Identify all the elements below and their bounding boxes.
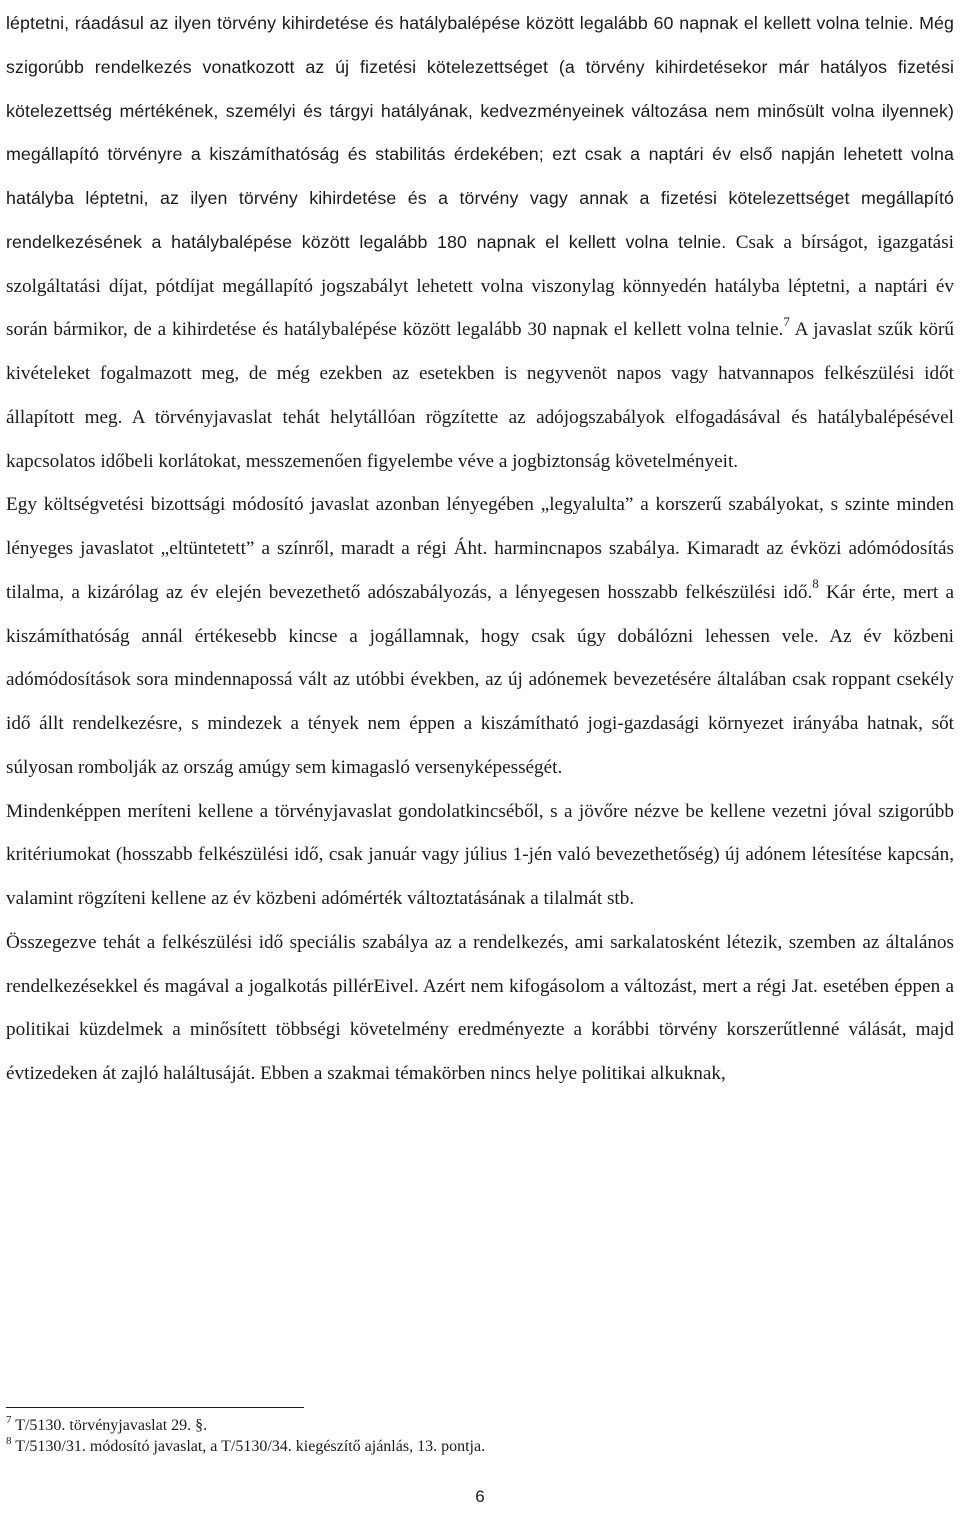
paragraph-1-sentence-2: Csak a bírságot, igazgatási szolgáltatási díjat, pótdíjat megállapító jogszabályt lehetett volna viszonylag könnyedén hatályba léptetni, a naptári év során bármikor, de a kihirdetése és hatálybalépése között legalább 30 napnak el kellett volna telnie. (6, 231, 954, 341)
paragraph-2 (6, 483, 954, 789)
footnote-text: T/5130. törvényjavaslat 29. §. (11, 1417, 208, 1434)
paragraph-4: Összegezve tehát a felkészülési idő speciális szabálya az a rendelkezés, ami sarkalatosként létezik, szemben az általános rendelkezésekkel és magával a jogalkotás pillérEivel. Azért nem kifogásolom a változást, mert a régi Jat. esetében éppen a politikai küzdelmek a minősített többségi követelmény eredményezte a korábbi törvény korszerűtlenné válását, majd évtizedeken át zajló haláltusáját. Ebben a szakmai témakörben nincs helye politikai alkuknak, (6, 931, 954, 1084)
paragraph-1-sentence-1: léptetni, ráadásul az ilyen törvény kihirdetése és hatálybalépése között legalább 60 napnak el kellett volna telnie. Még szigorúbb rendelkezés vonatkozott az új fizetési kötelezettséget (a törvény kihirdetésekor már hatályos fizetési kötelezettség mértékének, személyi és tárgyi hatályának, kedvezményeinek változása nem minősült volna ilyennek) megállapító törvényre a kiszámíthatóság és stabilitás érdekében; ezt csak a naptári év első napján lehetett volna hatályba léptetni, az ilyen törvény kihirdetése és a törvény vagy annak a fizetési kötelezettséget megállapító rendelkezésének a hatálybalépése között legalább 180 napnak el kellett volna telnie. (6, 13, 954, 252)
footnote-ref-7[interactable]: 7 (783, 313, 790, 329)
footnote-number: 7 (6, 1413, 12, 1426)
footnote-number: 8 (6, 1434, 12, 1447)
footnotes (6, 1415, 946, 1457)
body-text (6, 2, 954, 1096)
paragraph-3: Mindenképpen meríteni kellene a törvényjavaslat gondolatkincséből, s a jövőre nézve be kellene vezetni jóval szigorúbb kritériumokat (hosszabb felkészülési idő, csak január vagy július 1-jén való bevezethetőség) új adónem létesítése kapcsán, valamint rögzíteni kellene az év közbeni adómérték változtatásának a tilalmát stb. (6, 800, 954, 909)
footnote-separator (6, 1407, 304, 1408)
footnote-ref-8[interactable]: 8 (812, 576, 819, 592)
footnote-7 (6, 1415, 946, 1436)
paragraph-2-sentence-2: Kár érte, mert a kiszámíthatóság annál értékesebb kincse a jogállamnak, hogy csak úgy dobálózni lehessen vele. Az év közbeni adómódosítások sora mindennapossá vált az utóbbi években, az új adónemek bevezetésére általában csak roppant csekély idő állt rendelkezésre, s mindezek a tények nem éppen a kiszámítható jogi-gazdasági környezet irányába hatnak, sőt súlyosan rombolják az ország amúgy sem kimagasló versenyképességét. (6, 581, 954, 778)
footnote-text: T/5130/31. módosító javaslat, a T/5130/34. kiegészítő ajánlás, 13. pontja. (11, 1438, 486, 1455)
footnote-8 (6, 1436, 946, 1457)
paragraph-1-sentence-3: A javaslat szűk körű kivételeket fogalmazott meg, de még ezekben az esetekben is negyvenöt napos vagy hatvannapos felkészülési időt állapított meg. A törvényjavaslat tehát helytállóan rögzítette az adójogszabályok elfogadásával és hatálybalépésével kapcsolatos időbeli korlátokat, messzemenően figyelembe véve a jogbiztonság követelményeit. (6, 319, 955, 472)
page-number: 6 (475, 1487, 485, 1506)
paragraph-2-sentence-1: Egy költségvetési bizottsági módosító javaslat azonban lényegében „legyalulta” a korszerű szabályokat, s szinte minden lényeges javaslatot „eltüntetett” a színről, maradt a régi Áht. harmincnapos szabálya. Kimaradt az évközi adómódosítás tilalma, a kizárólag az év elején bevezethető adószabályozás, a lényegesen hosszabb felkészülési idő. (6, 494, 954, 603)
paragraph-1 (6, 2, 954, 483)
